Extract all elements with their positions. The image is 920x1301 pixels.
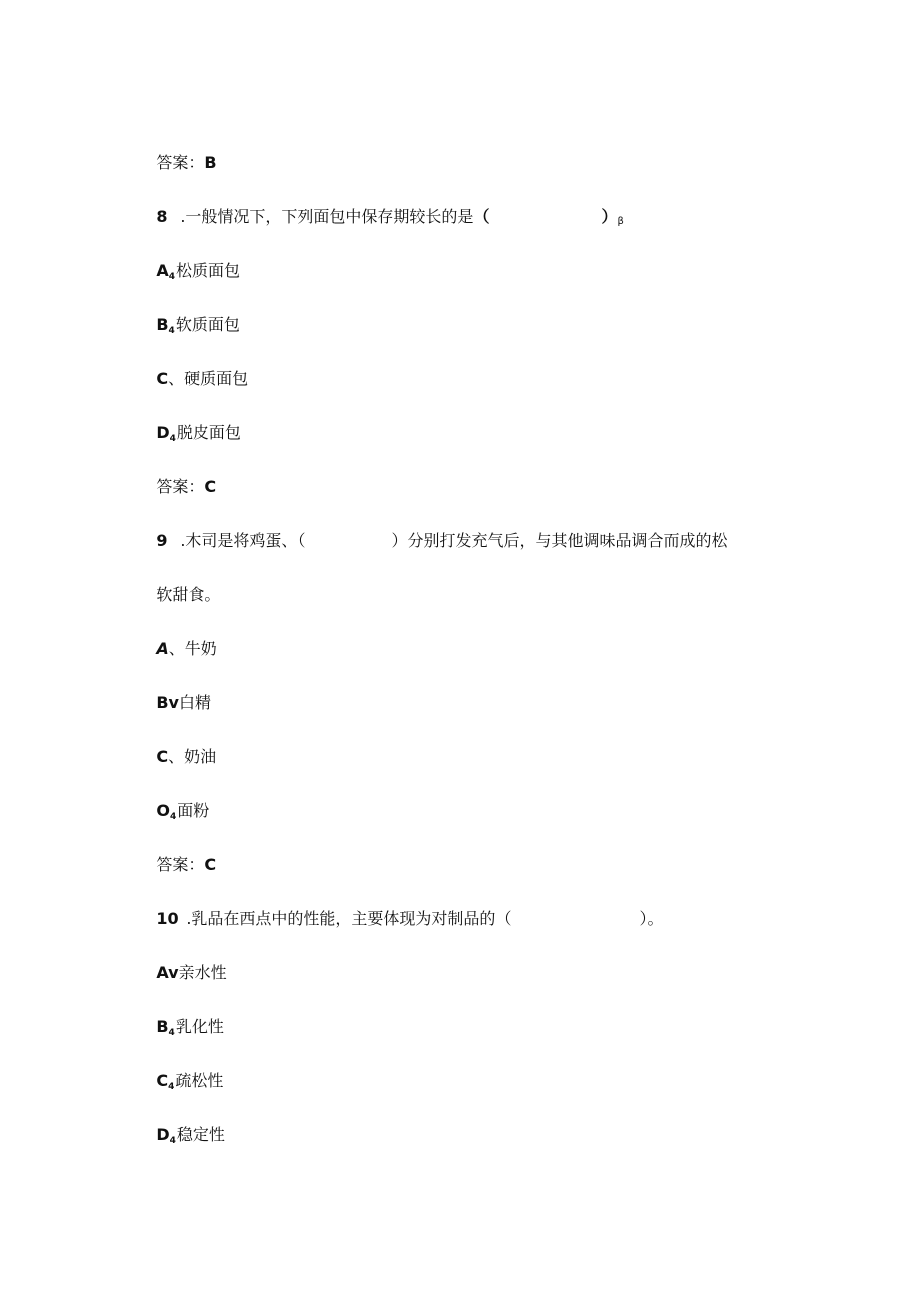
option-letter: C (156, 747, 169, 766)
option-letter: D (156, 1125, 170, 1144)
option-text: 亲水性 (178, 963, 227, 982)
option-text: 疏松性 (175, 1071, 224, 1090)
option-letter: Bv (156, 693, 179, 712)
answer-label: 答案： (156, 477, 205, 496)
question-text-continued: 分别打发充气后，与其他调味品调合而成的松 (407, 531, 728, 550)
option-text: 稳定性 (176, 1125, 225, 1144)
answer-value: C (204, 855, 217, 874)
question-text: .木司是将鸡蛋、 (180, 531, 298, 550)
option-separator: 、 (168, 369, 185, 388)
option-text: 奶油 (184, 747, 217, 766)
blank-close-paren: ） (601, 207, 618, 226)
answer-label: 答案： (156, 153, 205, 172)
question-9 (136, 508, 727, 574)
blank-open-paren: （ (495, 909, 512, 928)
option-separator: 、 (168, 747, 185, 766)
option-text: 牛奶 (184, 639, 217, 658)
question-text: .乳品在西点中的性能，主要体现为对制品的 (186, 909, 496, 928)
question-number: 8 (156, 207, 168, 226)
option-separator: 、 (168, 639, 185, 658)
option-text: 乳化性 (175, 1017, 224, 1036)
answer-value: B (204, 153, 217, 172)
option-text: 软质面包 (175, 315, 240, 334)
option-text: 脱皮面包 (176, 423, 241, 442)
blank-close-paren: ）。 (639, 909, 664, 928)
option-text: 硬质面包 (184, 369, 249, 388)
option-letter: A (156, 261, 169, 280)
blank-open-paren: （ (473, 207, 490, 226)
option-separator: 4 (168, 1082, 175, 1092)
answer-value: C (204, 477, 217, 496)
answer-label: 答案： (156, 855, 205, 874)
option-separator: 4 (168, 1028, 175, 1038)
option-text: 松质面包 (176, 261, 241, 280)
option-letter: B (156, 1017, 169, 1036)
option-separator: 4 (169, 1136, 176, 1146)
option-letter: O (156, 801, 170, 820)
question-text: 软甜食。 (156, 585, 221, 604)
option-text: 面粉 (177, 801, 210, 820)
option-letter: A (156, 639, 169, 658)
blank-close-paren: ） (391, 531, 408, 550)
question-number: 10 (156, 909, 179, 928)
option-letter: Av (156, 963, 179, 982)
question-number: 9 (156, 531, 168, 550)
option-text: 白精 (178, 693, 211, 712)
option-separator: 4 (168, 272, 175, 282)
option-letter: C (156, 369, 169, 388)
option-q10-d (136, 1102, 225, 1174)
trailing-mark: β (617, 216, 624, 227)
question-text: .一般情况下，下列面包中保存期较长的是 (180, 207, 474, 226)
blank-open-paren: （ (297, 531, 306, 550)
option-separator: 4 (168, 326, 175, 336)
option-letter: C (156, 1071, 169, 1090)
option-separator: 4 (169, 434, 176, 444)
option-letter: D (156, 423, 170, 442)
option-letter: B (156, 315, 169, 334)
option-separator: 4 (169, 812, 177, 822)
